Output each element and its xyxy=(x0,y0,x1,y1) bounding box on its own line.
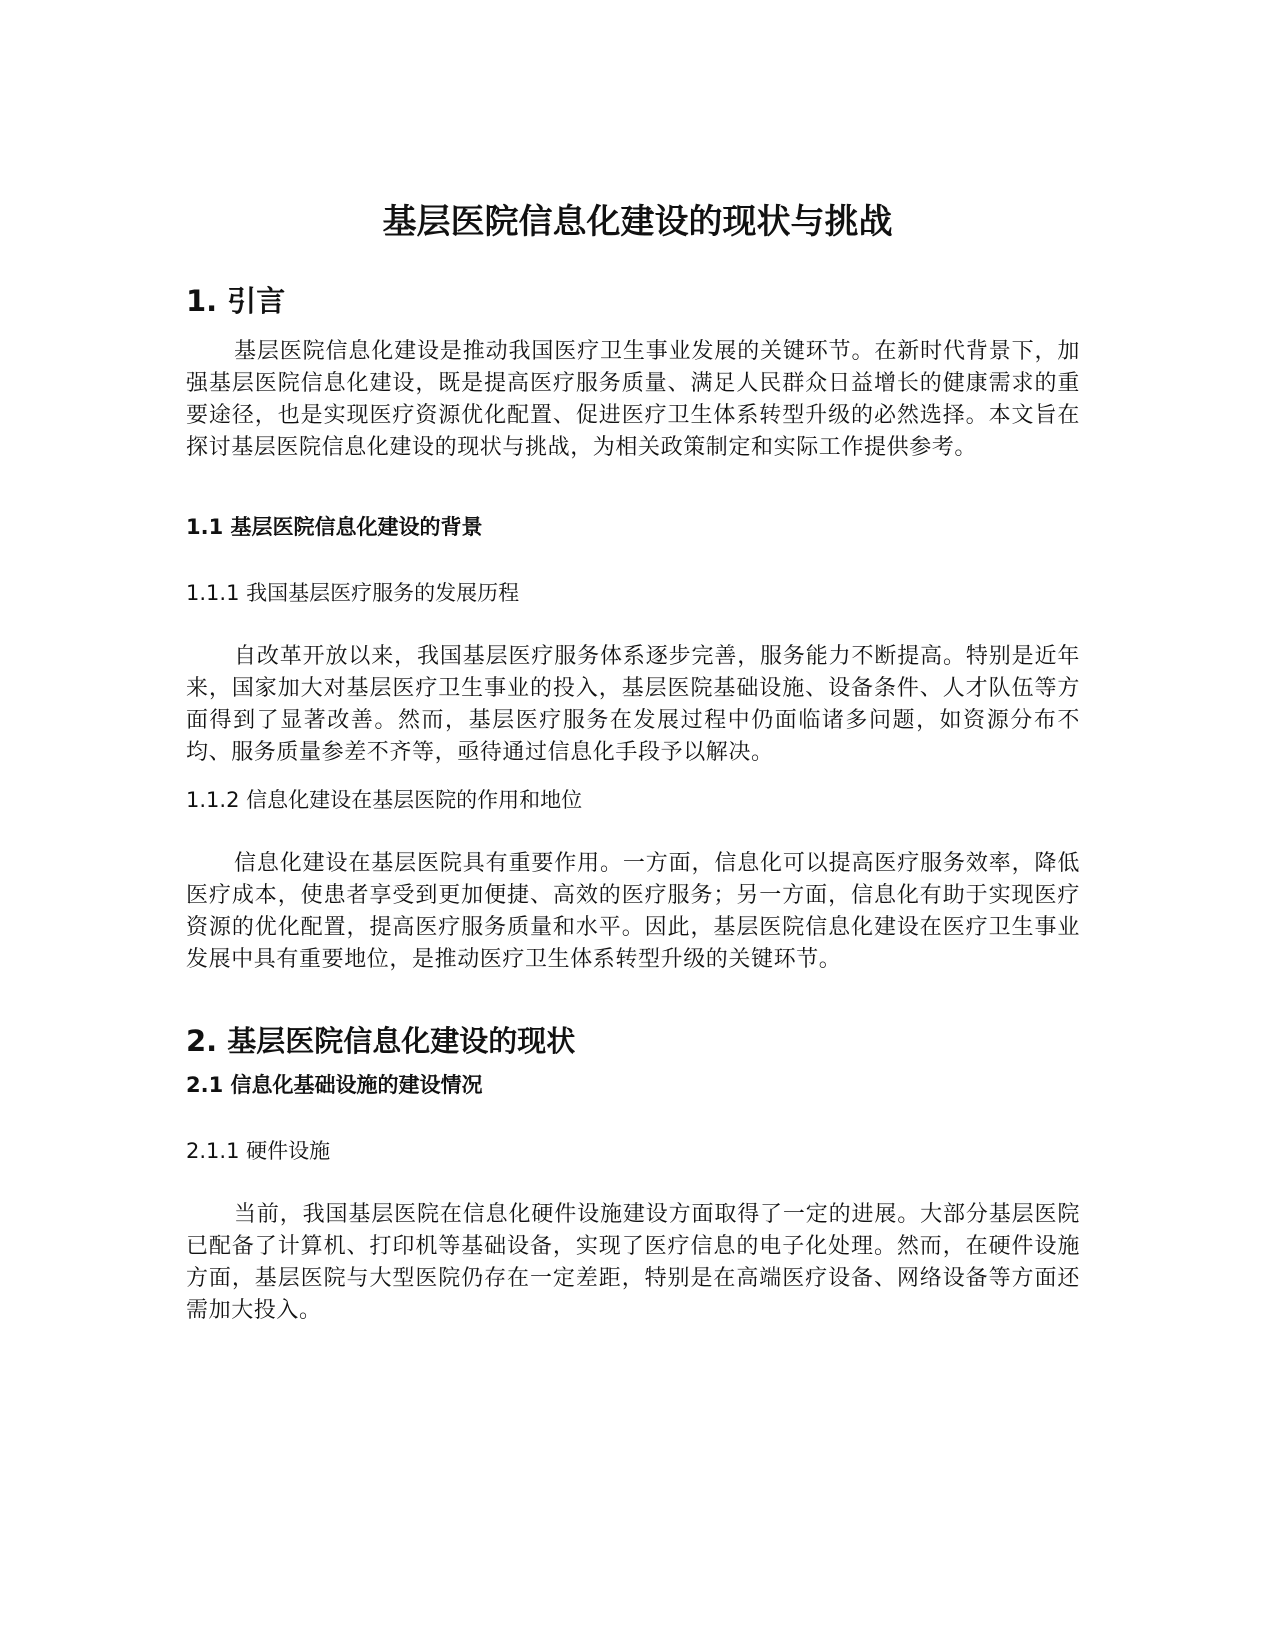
subsection-2-1-heading: 2.1 信息化基础设施的建设情况 xyxy=(186,1073,483,1097)
subsection-1-1-2-heading: 1.1.2 信息化建设在基层医院的作用和地位 xyxy=(186,788,583,812)
subsection-1-1-1-paragraph: 自改革开放以来，我国基层医疗服务体系逐步完善，服务能力不断提高。特别是近年来，国家加大对基层医疗卫生事业的投入，基层医院基础设施、设备条件、人才队伍等方面得到了显著改善。然而，基层医疗服务在发展过程中仍面临诸多问题，如资源分布不均、服务质量参差不齐等，亟待通过信息化手段予以解决。 xyxy=(186,644,1080,765)
subsection-1-1-heading: 1.1 基层医院信息化建设的背景 xyxy=(186,515,483,539)
document-title: 基层医院信息化建设的现状与挑战 xyxy=(382,202,893,242)
subsection-2-1-1-paragraph: 当前，我国基层医院在信息化硬件设施建设方面取得了一定的进展。大部分基层医院已配备了计算机、打印机等基础设备，实现了医疗信息的电子化处理。然而，在硬件设施方面，基层医院与大型医院仍存在一定差距，特别是在高端医疗设备、网络设备等方面还需加大投入。 xyxy=(186,1202,1080,1323)
subsection-2-1-1-heading: 2.1.1 硬件设施 xyxy=(186,1139,331,1163)
section-1-intro-paragraph: 基层医院信息化建设是推动我国医疗卫生事业发展的关键环节。在新时代背景下，加强基层医院信息化建设，既是提高医疗服务质量、满足人民群众日益增长的健康需求的重要途径，也是实现医疗资源优化配置、促进医疗卫生体系转型升级的必然选择。本文旨在探讨基层医院信息化建设的现状与挑战，为相关政策制定和实际工作提供参考。 xyxy=(186,339,1080,460)
subsection-1-1-2-paragraph: 信息化建设在基层医院具有重要作用。一方面，信息化可以提高医疗服务效率，降低医疗成本，使患者享受到更加便捷、高效的医疗服务；另一方面，信息化有助于实现医疗资源的优化配置，提高医疗服务质量和水平。因此，基层医院信息化建设在医疗卫生事业发展中具有重要地位，是推动医疗卫生体系转型升级的关键环节。 xyxy=(186,851,1080,972)
section-1-heading: 1. 引言 xyxy=(186,284,286,318)
section-2-heading: 2. 基层医院信息化建设的现状 xyxy=(186,1024,576,1058)
subsection-1-1-1-heading: 1.1.1 我国基层医疗服务的发展历程 xyxy=(186,581,520,605)
